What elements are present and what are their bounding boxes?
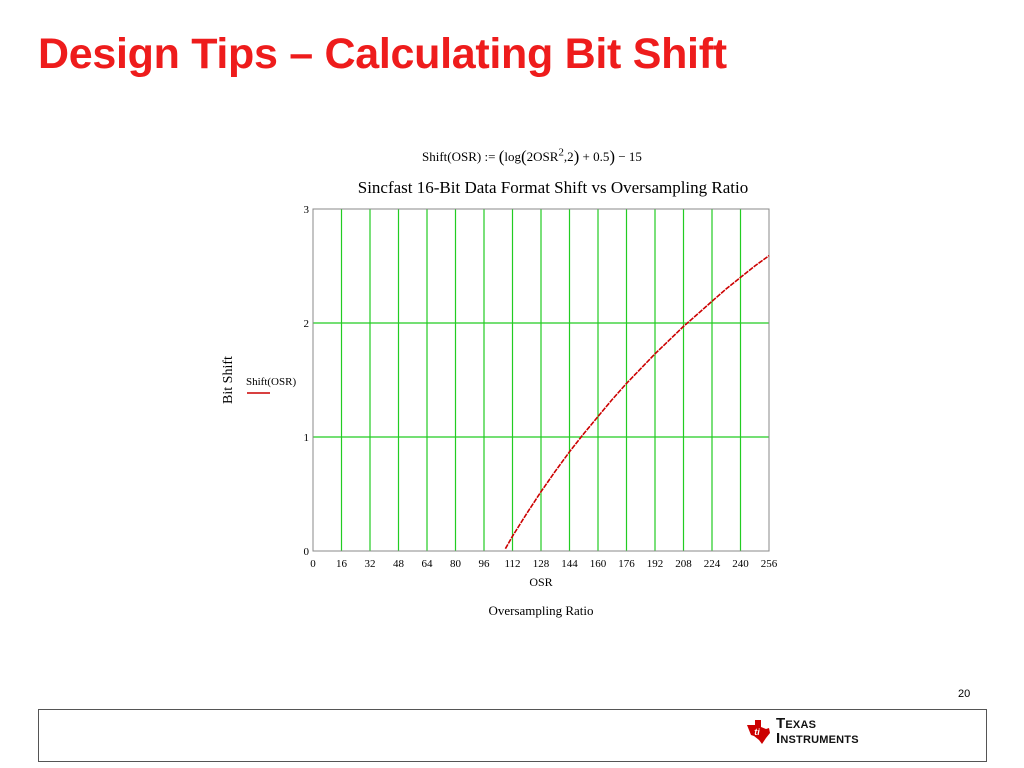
x-tick-label: 16 — [336, 558, 347, 570]
grid-lines — [313, 209, 769, 551]
x-tick-label: 144 — [561, 558, 578, 570]
y-tick-label: 2 — [303, 318, 309, 330]
x-tick-label: 128 — [532, 558, 550, 570]
series-line-shift-osr — [505, 256, 769, 549]
x-tick-label: 240 — [732, 558, 749, 570]
page-number: 20 — [958, 688, 971, 700]
texas-instruments-logo — [744, 717, 859, 747]
formula-minus: − 15 — [618, 149, 642, 164]
svg-text:ti: ti — [754, 727, 760, 737]
x-tick-label: 160 — [589, 558, 607, 570]
x-tick-label: 224 — [703, 558, 721, 570]
ti-wordmark: TEXAS INSTRUMENTS — [776, 715, 859, 747]
x-tick-label: 256 — [760, 558, 778, 570]
legend-label: Shift(OSR) — [246, 376, 297, 388]
x-tick-label: 80 — [450, 558, 461, 570]
x-axis-label: OSR — [529, 575, 553, 589]
ti-state-icon — [744, 718, 772, 746]
x-axis-caption: Oversampling Ratio — [488, 603, 594, 618]
x-tick-label: 96 — [478, 558, 490, 570]
x-tick-label: 64 — [421, 558, 433, 570]
x-tick-label: 192 — [646, 558, 664, 570]
shift-formula: Shift(OSR) := (log(2OSR$^2$,2) + 0.5) − 15 — [422, 146, 642, 166]
slide-title: Design Tips – Calculating Bit Shift — [38, 30, 727, 78]
y-axis-label: Bit Shift — [221, 356, 236, 404]
series-lines — [505, 256, 769, 549]
x-tick-label: 0 — [310, 558, 316, 570]
y-tick-label: 3 — [303, 204, 309, 216]
x-tick-label: 112 — [504, 558, 521, 570]
x-tick-label: 176 — [618, 558, 635, 570]
formula-log: log — [504, 149, 521, 164]
formula-lhs: Shift(OSR) := — [422, 149, 496, 164]
formula-tail: + 0.5 — [582, 149, 610, 164]
y-tick-label: 1 — [303, 432, 309, 444]
formula-arg: 2OSR — [526, 149, 559, 164]
x-tick-label: 32 — [364, 558, 376, 570]
chart-title: Sincfast 16-Bit Data Format Shift vs Oversampling Ratio — [357, 178, 749, 197]
formula-base: ,2 — [563, 149, 574, 164]
y-tick-label: 0 — [303, 546, 309, 558]
x-tick-label: 208 — [675, 558, 692, 570]
formula-exponent: 2 — [558, 146, 564, 159]
x-tick-label: 48 — [393, 558, 404, 570]
